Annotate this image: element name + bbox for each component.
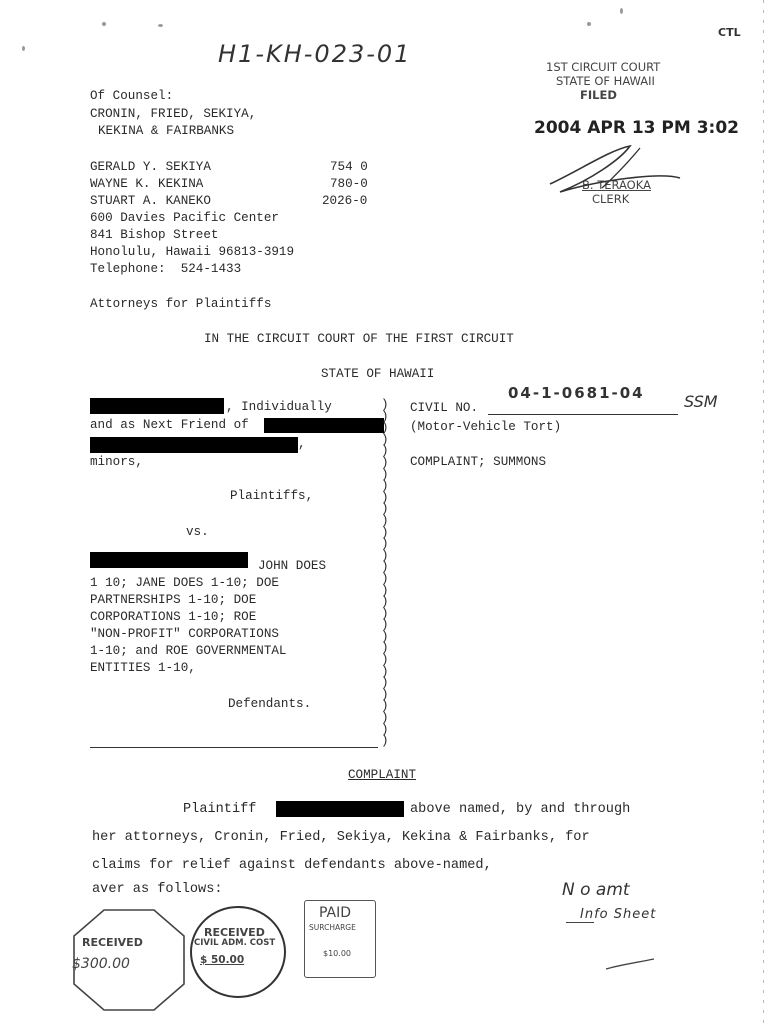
of-counsel-heading: Of Counsel:: [90, 89, 174, 103]
stamp3-amount: $10.00: [323, 949, 351, 958]
scan-speck: [587, 22, 591, 26]
pen-scribble: [604, 955, 664, 975]
court-filed-stamp: [520, 60, 740, 220]
redaction-bar: [90, 437, 298, 453]
complaint-para-start: Plaintiff: [183, 802, 257, 817]
document-types: COMPLAINT; SUMMONS: [410, 455, 547, 469]
stamp1-label: RECEIVED: [82, 936, 143, 949]
stamp-line1: 1ST CIRCUIT COURT: [546, 60, 661, 74]
defendant-line: PARTNERSHIPS 1-10; DOE: [90, 593, 257, 607]
firm-name-line1: CRONIN, FRIED, SEKIYA,: [90, 107, 257, 121]
stamp2-sub: CIVIL ADM. COST: [194, 938, 276, 948]
caption-comma: ,: [298, 437, 306, 451]
stamp-datetime: 2004 APR 13 PM 3:02: [534, 118, 740, 138]
caption-john-does: JOHN DOES: [258, 559, 327, 573]
redaction-bar: [90, 552, 248, 568]
scan-speck: [620, 8, 623, 14]
civil-no-handwritten: 04-1-0681-04: [508, 384, 645, 402]
judge-initials: SSM: [684, 392, 718, 411]
stamp1-amount: $300.00: [72, 956, 130, 972]
complaint-line4: aver as follows:: [92, 882, 223, 897]
stamp2-amount: $ 50.00: [200, 954, 245, 966]
handwritten-note-line2: Info Sheet: [580, 907, 657, 922]
stamp-clerk-name: B. TERAOKA: [582, 178, 651, 192]
address-line2: 841 Bishop Street: [90, 228, 219, 242]
attorneys-for: Attorneys for Plaintiffs: [90, 297, 272, 311]
scan-speck: [102, 22, 106, 26]
caption-individually: , Individually: [226, 400, 332, 414]
defendant-line: 1 10; JANE DOES 1-10; DOE: [90, 576, 279, 590]
defendant-line: CORPORATIONS 1-10; ROE: [90, 610, 257, 624]
complaint-line3: claims for relief against defendants above-named,: [92, 858, 492, 873]
attorney-number: 780-0: [330, 177, 368, 191]
note-underline: [566, 922, 594, 923]
stamp-line3: FILED: [580, 88, 617, 102]
attorney-name: WAYNE K. KEKINA: [90, 177, 204, 191]
redaction-bar: [264, 418, 384, 433]
attorney-name: GERALD Y. SEKIYA: [90, 160, 211, 174]
civil-no-underline: [488, 414, 678, 415]
telephone: Telephone: 524-1433: [90, 262, 242, 276]
address-line1: 600 Davies Pacific Center: [90, 211, 279, 225]
stamp3-sub: SURCHARGE: [309, 923, 356, 932]
stamp-line2: STATE OF HAWAII: [556, 74, 655, 88]
attorney-number: 2026-0: [322, 194, 368, 208]
clerk-signature: [520, 140, 720, 220]
tort-type: (Motor-Vehicle Tort): [410, 420, 562, 434]
handwritten-note-line1: N o amt: [562, 880, 630, 900]
civil-no-label: CIVIL NO.: [410, 401, 479, 415]
stamp2-label: RECEIVED: [204, 926, 265, 939]
margin-line: [763, 0, 764, 1024]
defendant-line: 1-10; and ROE GOVERNMENTAL: [90, 644, 287, 658]
redaction-bar: [90, 398, 224, 414]
firm-name-line2: KEKINA & FAIRBANKS: [98, 124, 235, 138]
caption-vs: vs.: [186, 525, 209, 539]
caption-plaintiffs: Plaintiffs,: [230, 489, 314, 503]
caption-minors: minors,: [90, 455, 143, 469]
redaction-bar: [276, 801, 404, 817]
caption-next-friend: and as Next Friend of: [90, 418, 249, 432]
court-state: STATE OF HAWAII: [321, 367, 435, 381]
fee-stamp-received: [70, 906, 188, 1014]
stamp-clerk-title: CLERK: [592, 192, 630, 206]
stamp3-label: PAID: [319, 905, 352, 921]
address-line3: Honolulu, Hawaii 96813-3919: [90, 245, 295, 259]
caption-paren-column: ) ) ) ) ) ) ) ) ) ) ) ) ) ) ) ) ) ) ) ) ) ) ) ) ) ) ) ) ) ): [381, 398, 389, 749]
caption-defendants: Defendants.: [228, 697, 312, 711]
complaint-line2: her attorneys, Cronin, Fried, Sekiya, Kekina & Fairbanks, for: [92, 830, 590, 845]
handwritten-case-code: H1-KH-023-01: [218, 40, 412, 68]
defendant-line: ENTITIES 1-10,: [90, 661, 196, 675]
complaint-para-rest: above named, by and through: [410, 802, 631, 817]
court-name: IN THE CIRCUIT COURT OF THE FIRST CIRCUIT: [204, 332, 514, 346]
margin-initials: CTL: [718, 26, 741, 39]
defendant-line: "NON-PROFIT" CORPORATIONS: [90, 627, 279, 641]
scan-speck: [158, 24, 163, 27]
scan-speck: [22, 46, 25, 51]
fee-stamp-civil-adm-cost: [188, 904, 288, 1000]
attorney-number: 754 0: [330, 160, 368, 174]
caption-bottom-rule: [90, 747, 378, 748]
fee-stamp-paid: [304, 900, 376, 978]
complaint-heading: COMPLAINT: [348, 768, 417, 782]
attorney-name: STUART A. KANEKO: [90, 194, 211, 208]
